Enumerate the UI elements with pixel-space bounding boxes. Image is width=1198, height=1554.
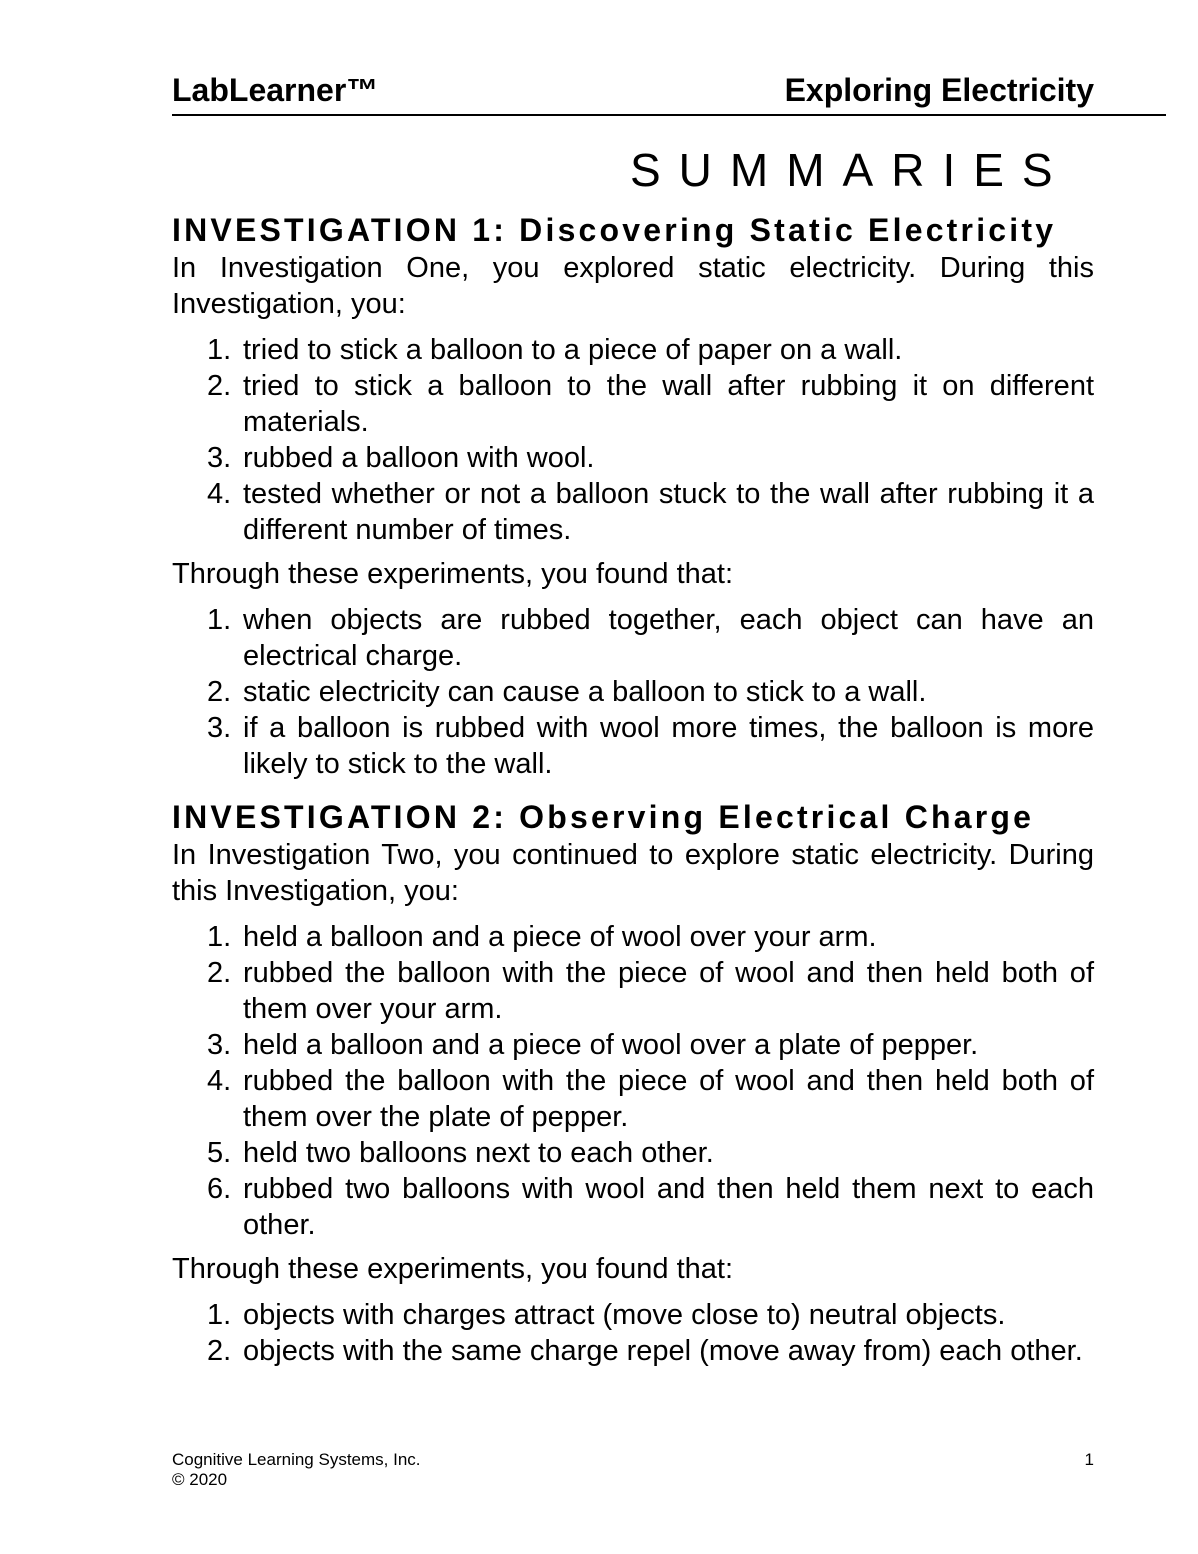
list-text: rubbed a balloon with wool. — [243, 442, 595, 474]
list-item — [172, 710, 1094, 782]
list-item — [172, 674, 1094, 710]
list-text: tried to stick a balloon to the wall after rubbing it on different materials. — [243, 370, 1094, 438]
list-text: rubbed the balloon with the piece of wool and then held both of them over the plate of pepper. — [243, 1065, 1094, 1133]
header-divider — [172, 114, 1166, 116]
investigation-intro: In Investigation Two, you continued to explore static electricity. During this Investigation, you: — [172, 839, 1094, 907]
list-number: 2. — [207, 370, 232, 402]
list-item — [172, 1063, 1094, 1135]
list-text: when objects are rubbed together, each object can have an electrical charge. — [243, 604, 1094, 672]
list-text: held a balloon and a piece of wool over a plate of pepper. — [243, 1029, 979, 1061]
list-text: tested whether or not a balloon stuck to the wall after rubbing it a different number of times. — [243, 478, 1094, 546]
list-number: 5. — [207, 1137, 232, 1169]
list-item — [172, 602, 1094, 674]
list-number: 1. — [207, 921, 232, 953]
list-text: static electricity can cause a balloon to stick to a wall. — [243, 676, 927, 708]
list-text: tried to stick a balloon to a piece of paper on a wall. — [243, 334, 903, 366]
list-text: objects with the same charge repel (move away from) each other. — [243, 1335, 1083, 1367]
list-item — [172, 1135, 1094, 1171]
investigation-2-section — [172, 797, 1094, 1369]
findings-intro: Through these experiments, you found that: — [172, 1253, 734, 1285]
list-item — [172, 476, 1094, 548]
list-number: 6. — [207, 1173, 232, 1205]
list-number: 1. — [207, 1299, 232, 1331]
page-number: 1 — [1084, 1450, 1094, 1469]
page-title: SUMMARIES — [630, 144, 1071, 196]
investigation-heading: INVESTIGATION 2: Observing Electrical Charge — [172, 799, 1035, 835]
list-number: 4. — [207, 478, 232, 510]
findings-list — [172, 602, 1094, 782]
list-number: 2. — [207, 676, 232, 708]
list-item — [172, 332, 1094, 368]
list-item — [172, 1297, 1094, 1333]
activities-list — [172, 332, 1094, 548]
list-number: 1. — [207, 604, 232, 636]
footer-copyright: © 2020 — [172, 1470, 228, 1489]
list-number: 4. — [207, 1065, 232, 1097]
page-footer — [172, 1450, 1094, 1490]
list-text: rubbed two balloons with wool and then held them next to each other. — [243, 1173, 1094, 1241]
list-item — [172, 368, 1094, 440]
activities-list — [172, 919, 1094, 1243]
investigation-intro: In Investigation One, you explored static electricity. During this Investigation, you: — [172, 252, 1094, 320]
list-item — [172, 440, 1094, 476]
list-number: 3. — [207, 1029, 232, 1061]
findings-intro: Through these experiments, you found that: — [172, 558, 734, 590]
list-text: rubbed the balloon with the piece of wool and then held both of them over your arm. — [243, 957, 1094, 1025]
list-number: 2. — [207, 957, 232, 989]
investigation-1-section — [172, 210, 1094, 782]
investigation-heading: INVESTIGATION 1: Discovering Static Electricity — [172, 212, 1057, 248]
header-brand: LabLearner™ — [172, 72, 379, 108]
list-text: if a balloon is rubbed with wool more times, the balloon is more likely to stick to the wall. — [243, 712, 1094, 780]
footer-company: Cognitive Learning Systems, Inc. — [172, 1450, 421, 1469]
list-number: 3. — [207, 442, 232, 474]
list-item — [172, 1333, 1094, 1369]
list-number: 2. — [207, 1335, 232, 1367]
list-text: held a balloon and a piece of wool over your arm. — [243, 921, 877, 953]
list-item — [172, 919, 1094, 955]
header-unit-title: Exploring Electricity — [784, 72, 1094, 108]
list-item — [172, 955, 1094, 1027]
list-number: 3. — [207, 712, 232, 744]
list-text: held two balloons next to each other. — [243, 1137, 714, 1169]
list-item — [172, 1171, 1094, 1243]
list-number: 1. — [207, 334, 232, 366]
list-item — [172, 1027, 1094, 1063]
findings-list — [172, 1297, 1094, 1369]
list-text: objects with charges attract (move close to) neutral objects. — [243, 1299, 1006, 1331]
